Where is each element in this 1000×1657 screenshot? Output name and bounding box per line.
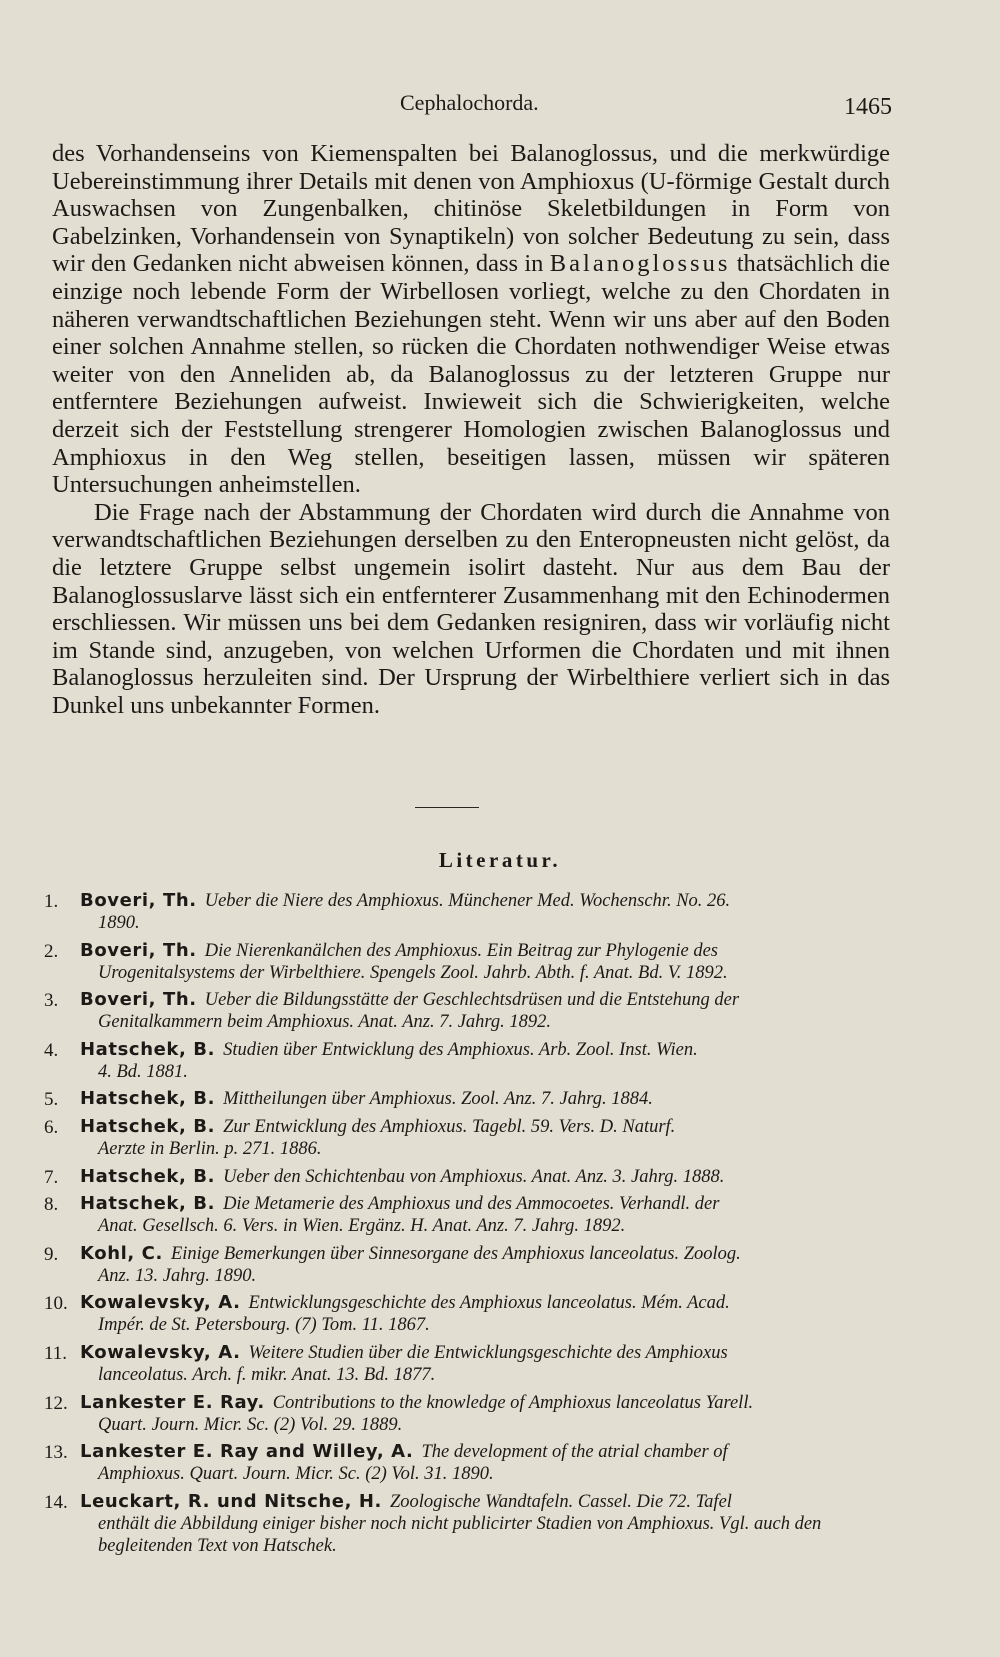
reference-item	[44, 989, 892, 1033]
reference-continuation: Amphioxus. Quart. Journ. Micr. Sc. (2) Vol. 31. 1890.	[98, 1464, 494, 1485]
reference-title: Zur Entwicklung des Amphioxus. Tagebl. 59. Vers. D. Naturf.	[223, 1116, 676, 1137]
reference-continuation: enthält die Abbildung einiger bisher noch nicht publicirter Stadien von Amphioxus. Vgl. auch den begleitenden Text von Hatschek.	[98, 1513, 822, 1556]
reference-title: Ueber die Niere des Amphioxus. Münchener Med. Wochenschr. No. 26.	[204, 891, 731, 911]
reference-author: Hatschek, B.	[80, 1165, 216, 1187]
reference-item	[44, 890, 892, 934]
reference-number: 5.	[44, 1089, 59, 1111]
reference-title: Contributions to the knowledge of Amphioxus lanceolatus Yarell.	[272, 1392, 754, 1413]
reference-number: 2.	[44, 940, 59, 962]
reference-continuation: Genitalkammern beim Amphioxus. Anat. Anz. 7. Jahrg. 1892.	[98, 1012, 552, 1033]
reference-author: Hatschek, B.	[80, 1115, 216, 1137]
paragraph-1-part-a: des Vorhandenseins von Kiemenspalten bei Balanoglossus, und die merkwürdige Uebereinstimmung ihrer Details mit denen von Amphioxus (U-förmige Gestalt durch Auswachsen von Zungenbalken, chitinöse Skeletbildungen in Form von Gabelzinken, Vorhandensein von Synaptikeln) von solcher Bedeutung zu sein, dass wir den Gedanken nicht abweisen können, dass in	[52, 140, 890, 278]
reference-item	[44, 1491, 892, 1557]
reference-title: Entwicklungsgeschichte des Amphioxus lanceolatus. Mém. Acad.	[248, 1293, 730, 1314]
reference-title: Ueber die Bildungsstätte der Geschlechtsdrüsen und die Entstehung der	[204, 990, 740, 1011]
reference-number: 11.	[44, 1342, 68, 1364]
page-number: 1465	[844, 94, 892, 120]
reference-item	[44, 1116, 892, 1160]
reference-title: Weitere Studien über die Entwicklungsgeschichte des Amphioxus	[248, 1342, 728, 1363]
reference-continuation: lanceolatus. Arch. f. mikr. Anat. 13. Bd. 1877.	[98, 1364, 436, 1385]
reference-number: 1.	[44, 891, 59, 912]
reference-number: 7.	[44, 1166, 59, 1188]
reference-continuation: Aerzte in Berlin. p. 271. 1886.	[98, 1138, 322, 1159]
reference-item	[44, 1392, 892, 1436]
reference-number: 12.	[44, 1392, 68, 1414]
reference-item	[44, 1441, 892, 1485]
reference-author: Boveri, Th.	[80, 989, 197, 1011]
reference-author: Boveri, Th.	[80, 939, 197, 961]
running-head: Cephalochorda.	[400, 90, 539, 115]
reference-continuation: Quart. Journ. Micr. Sc. (2) Vol. 29. 1889.	[98, 1414, 403, 1435]
body-text	[52, 140, 890, 719]
literature-heading: Literatur.	[438, 848, 562, 872]
reference-continuation: Anat. Gesellsch. 6. Vers. in Wien. Ergänz. H. Anat. Anz. 7. Jahrg. 1892.	[98, 1216, 626, 1237]
reference-number: 14.	[44, 1491, 68, 1513]
paragraph-2: Die Frage nach der Abstammung der Chordaten wird durch die Annahme von verwandtschaftlichen Beziehungen derselben zu den Enteropneusten nicht gelöst, da die letztere Gruppe selbst ungemein isolirt dasteht. Nur aus dem Bau der Balanoglossuslarve lässt sich ein entfernterer Zusammenhang mit den Echinodermen erschliessen. Wir müssen uns bei dem Gedanken resigniren, dass wir vorläufig nicht im Stande sind, anzugeben, von welchen Urformen die Chordaten und mit ihnen Balanoglossus herzuleiten sind. Der Ursprung der Wirbelthiere verliert sich in das Dunkel uns unbekannter Formen.	[52, 498, 890, 719]
reference-item	[44, 1166, 892, 1188]
paragraph-1	[52, 140, 890, 499]
reference-number: 9.	[44, 1243, 59, 1265]
paragraph-1-part-b: thatsächlich die einzige noch lebende Form der Wirbellosen vorliegt, welche zu den Chordaten in näheren verwandtschaftlichen Beziehungen steht. Wenn wir uns aber auf den Boden einer solchen Annahme stellen, so rücken die Chordaten nothwendiger Weise etwas weiter von den Anneliden ab, da Balanoglossus zu der letzteren Gruppe nur entferntere Beziehungen aufweist. Inwieweit sich die Schwierigkeiten, welche derzeit sich der Feststellung strengerer Homologien zwischen Balanoglossus und Amphioxus in den Weg stellen, beseitigen lassen, müssen wir späteren Untersuchungen anheimstellen.	[52, 250, 891, 499]
reference-title: Zoologische Wandtafeln. Cassel. Die 72. Tafel	[390, 1491, 732, 1512]
reference-author: Leuckart, R. und Nitsche, H.	[80, 1490, 382, 1512]
reference-author: Kowalevsky, A.	[80, 1292, 241, 1314]
reference-item	[44, 1342, 892, 1386]
reference-author: Hatschek, B.	[80, 1038, 216, 1060]
reference-item	[44, 1039, 892, 1083]
reference-continuation: 4. Bd. 1881.	[98, 1061, 188, 1082]
reference-item	[44, 1292, 892, 1336]
reference-author: Hatschek, B.	[80, 1088, 216, 1110]
reference-continuation: Urogenitalsystems der Wirbelthiere. Spengels Zool. Jahrb. Abth. f. Anat. Bd. V. 1892.	[98, 962, 728, 983]
reference-author: Lankester E. Ray.	[80, 1391, 265, 1413]
reference-continuation: 1890.	[98, 913, 140, 933]
reference-title: The development of the atrial chamber of	[421, 1442, 728, 1463]
reference-author: Kowalevsky, A.	[80, 1341, 241, 1363]
reference-title: Studien über Entwicklung des Amphioxus. Arb. Zool. Inst. Wien.	[223, 1039, 698, 1060]
page-header	[0, 90, 1000, 124]
reference-continuation: Impér. de St. Petersbourg. (7) Tom. 11. 1867.	[98, 1315, 430, 1336]
reference-title: Die Nierenkanälchen des Amphioxus. Ein Beitrag zur Phylogenie des	[204, 940, 718, 961]
reference-list	[44, 890, 892, 1562]
reference-continuation: Anz. 13. Jahrg. 1890.	[98, 1265, 257, 1286]
reference-number: 4.	[44, 1039, 59, 1061]
reference-number: 8.	[44, 1194, 59, 1216]
reference-title: Die Metamerie des Amphioxus und des Ammocoetes. Verhandl. der	[223, 1194, 720, 1215]
reference-number: 10.	[44, 1293, 68, 1315]
reference-item	[44, 1243, 892, 1287]
reference-item	[44, 940, 892, 984]
reference-number: 3.	[44, 990, 59, 1012]
reference-number: 6.	[44, 1116, 59, 1138]
reference-item	[44, 1193, 892, 1237]
reference-title: Mittheilungen über Amphioxus. Zool. Anz. 7. Jahrg. 1884.	[223, 1089, 653, 1110]
spaced-term: Balanoglossus	[549, 250, 731, 278]
reference-title: Ueber den Schichtenbau von Amphioxus. Anat. Anz. 3. Jahrg. 1888.	[223, 1166, 725, 1187]
reference-title: Einige Bemerkungen über Sinnesorgane des Amphioxus lanceolatus. Zoolog.	[170, 1243, 741, 1264]
reference-item	[44, 1088, 892, 1110]
reference-author: Hatschek, B.	[80, 1193, 216, 1215]
reference-author: Lankester E. Ray and Willey, A.	[80, 1441, 414, 1463]
reference-number: 13.	[44, 1442, 68, 1464]
section-divider	[415, 807, 479, 808]
reference-author: Boveri, Th.	[80, 890, 197, 911]
reference-author: Kohl, C.	[80, 1242, 163, 1264]
